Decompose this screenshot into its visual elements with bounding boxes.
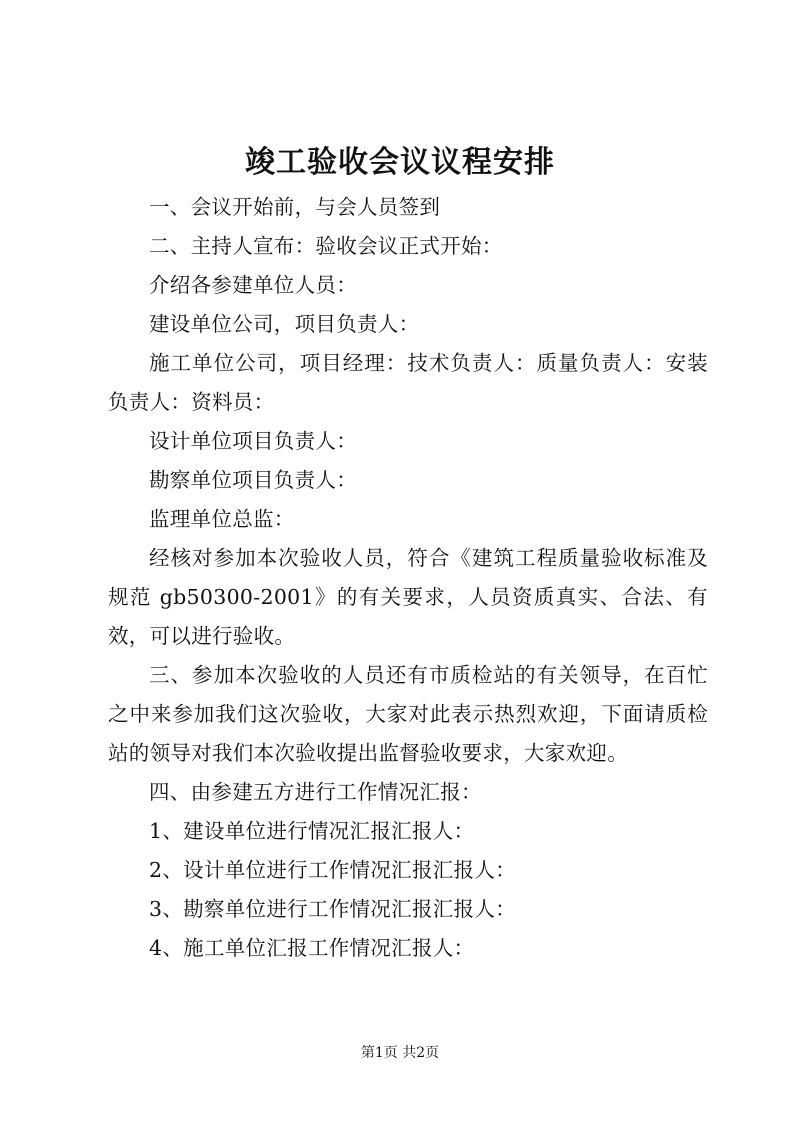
paragraph-11: 四、由参建五方进行工作情况汇报： xyxy=(149,780,482,804)
document-body xyxy=(108,188,708,968)
paragraph-14: 3、勘察单位进行工作情况汇报汇报人： xyxy=(149,897,516,921)
page-footer: 第1页 共2页 xyxy=(360,1045,440,1061)
paragraph-3: 介绍各参建单位人员： xyxy=(149,273,357,297)
paragraph-2: 二、主持人宣布：验收会议正式开始： xyxy=(149,234,503,258)
paragraph-6: 设计单位项目负责人： xyxy=(149,429,357,453)
paragraph-1: 一、会议开始前，与会人员签到 xyxy=(149,195,441,219)
paragraph-8: 监理单位总监： xyxy=(149,507,295,531)
paragraph-13: 2、设计单位进行工作情况汇报汇报人： xyxy=(149,858,516,882)
paragraph-12: 1、建设单位进行情况汇报汇报人： xyxy=(149,819,475,843)
paragraph-5: 施工单位公司，项目经理：技术负责人：质量负责人：安装负责人：资料员： xyxy=(108,351,708,414)
paragraph-4: 建设单位公司，项目负责人： xyxy=(149,312,420,336)
paragraph-10: 三、参加本次验收的人员还有市质检站的有关领导，在百忙之中来参加我们这次验收，大家对此表示热烈欢迎，下面请质检站的领导对我们本次验收提出监督验收要求，大家欢迎。 xyxy=(108,663,708,765)
document-title: 竣工验收会议议程安排 xyxy=(245,145,555,180)
paragraph-9: 经核对参加本次验收人员，符合《建筑工程质量验收标准及规范 gb50300-2001》的有关要求，人员资质真实、合法、有效，可以进行验收。 xyxy=(108,546,708,648)
paragraph-15: 4、施工单位汇报工作情况汇报人： xyxy=(149,936,475,960)
paragraph-7: 勘察单位项目负责人： xyxy=(149,468,357,492)
